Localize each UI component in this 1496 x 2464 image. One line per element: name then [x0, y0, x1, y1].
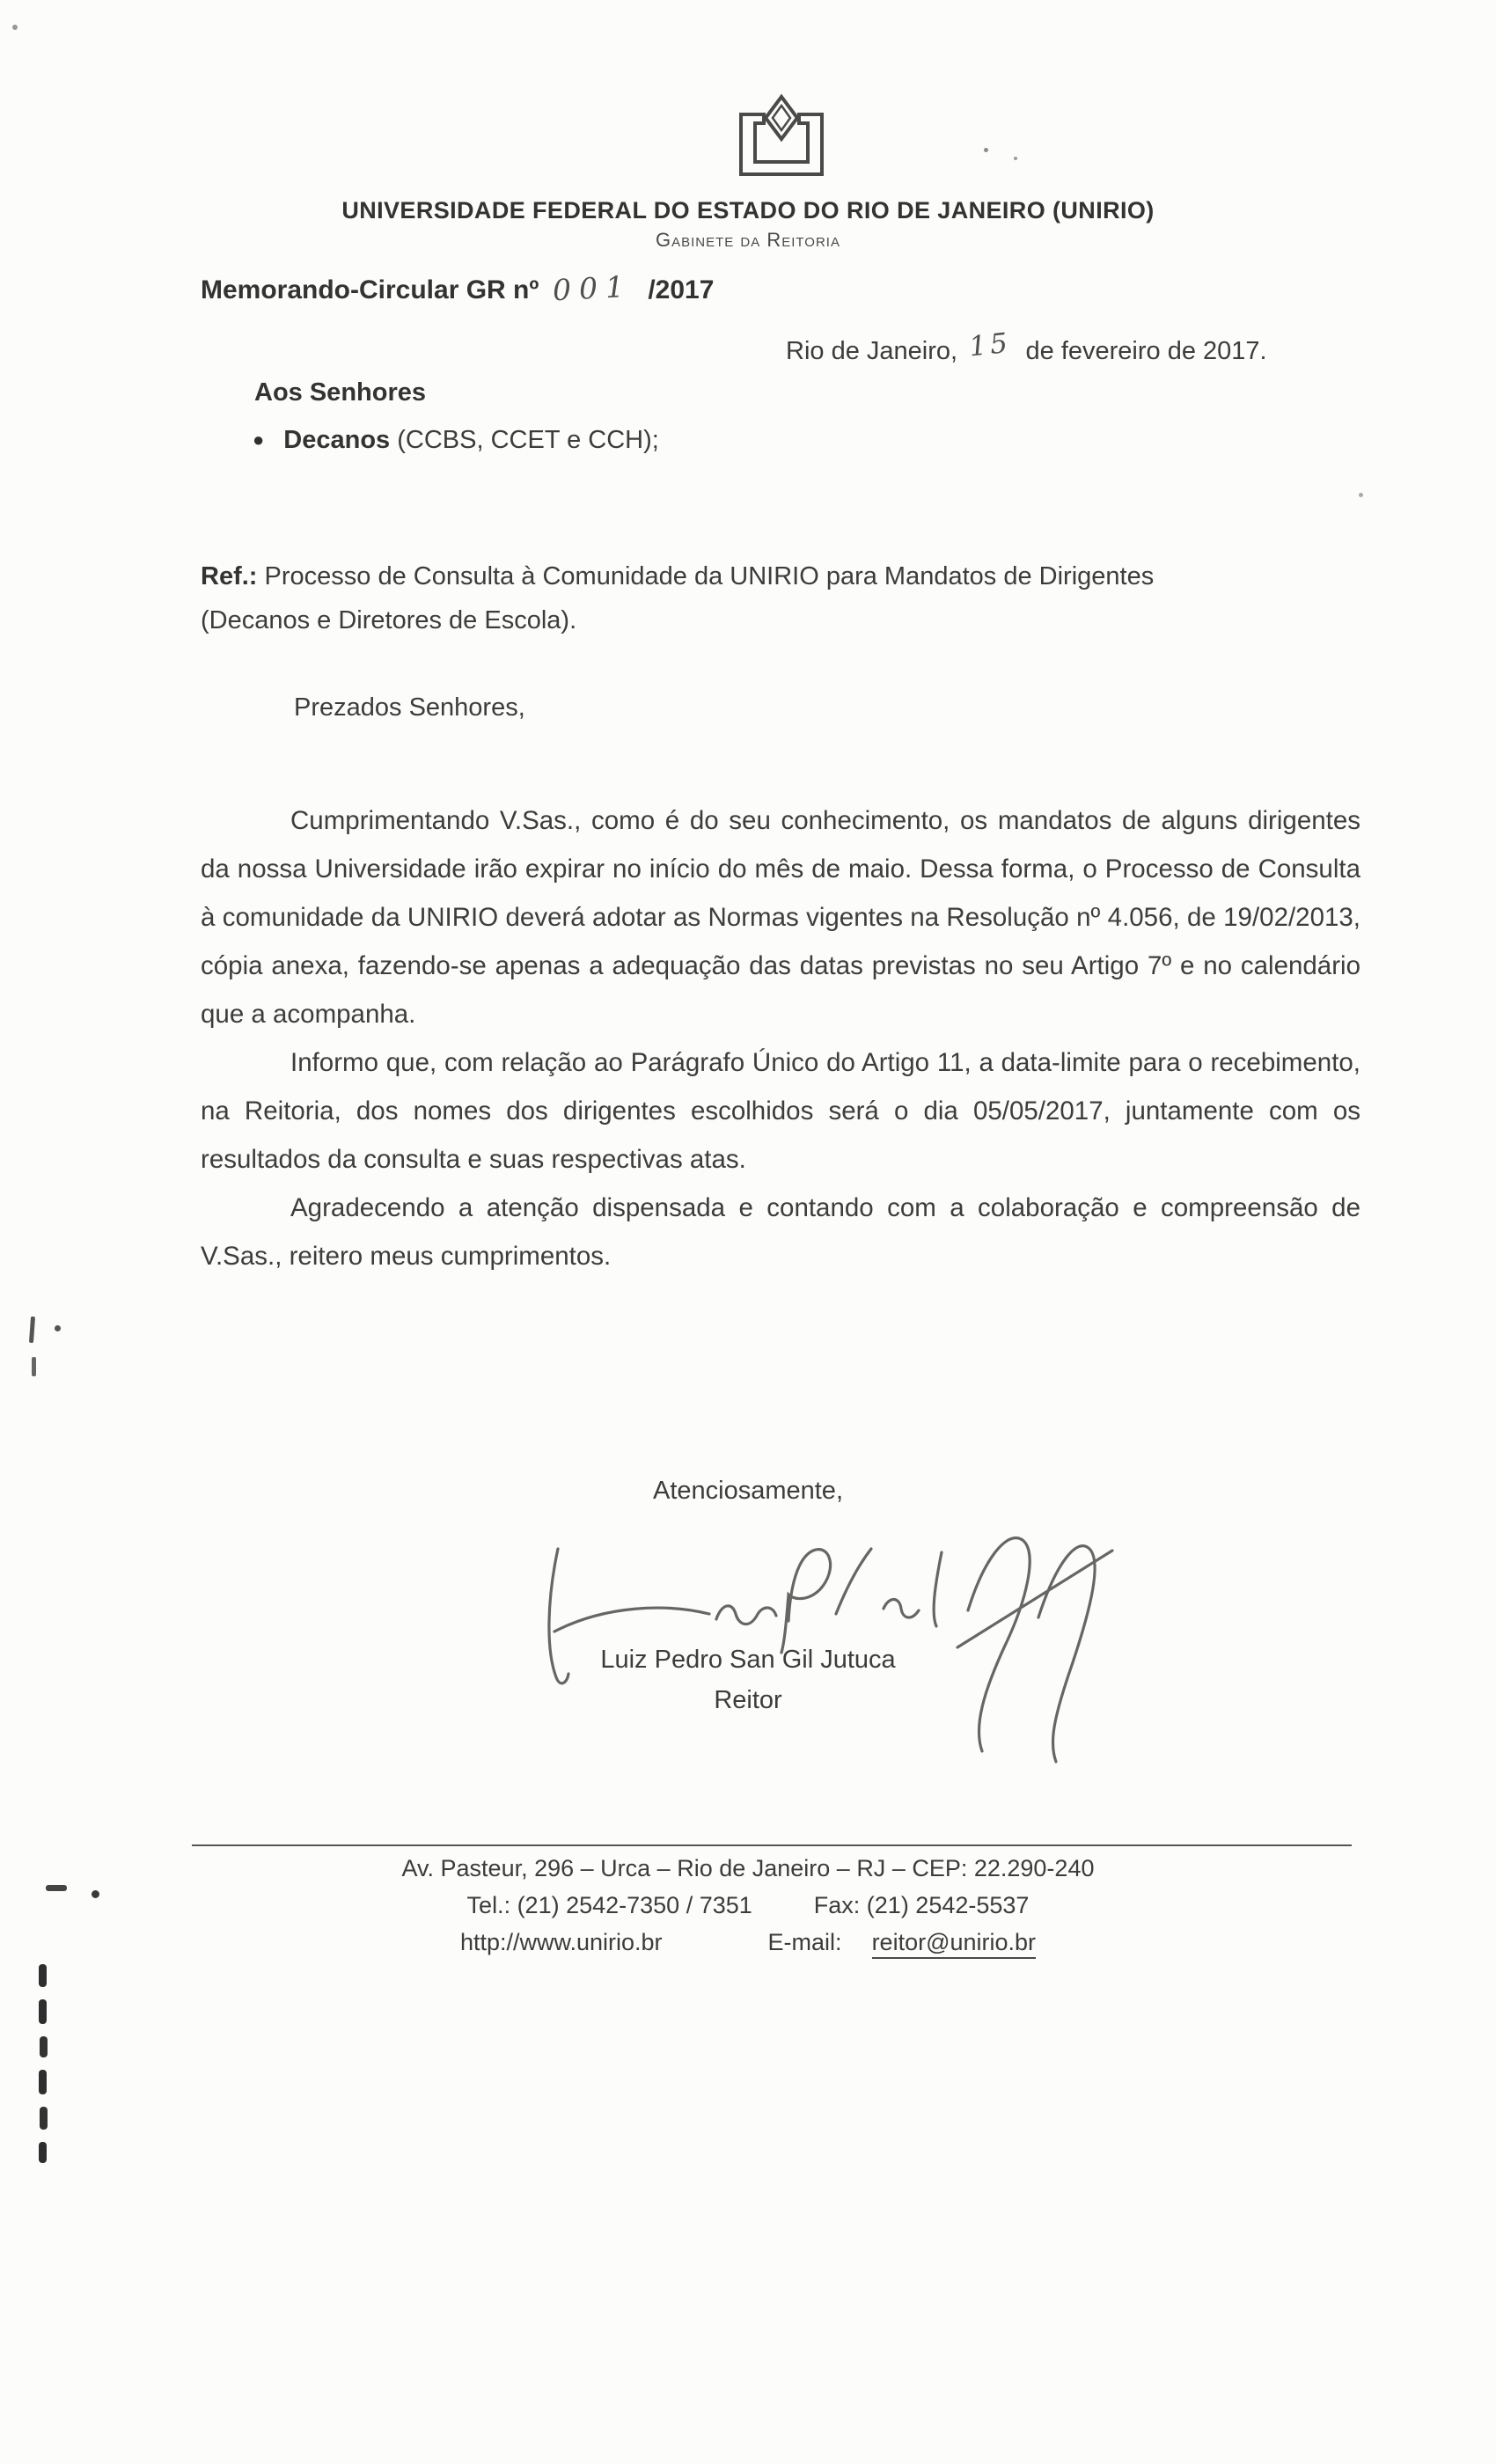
footer-webmail	[0, 1929, 1496, 1959]
recipient-item	[253, 426, 659, 455]
footer-fax: Fax: (21) 2542-5537	[813, 1892, 1030, 1918]
footer-email-label: E-mail:	[767, 1929, 842, 1955]
body-paragraph: Cumprimentando V.Sas., como é do seu conhecimento, os mandatos de alguns dirigentes da nossa Universidade irão expirar no início do mês de maio. Dessa forma, o Processo de Consulta à comunidade da UNIRIO deverá adotar as Normas vigentes na Resolução nº 4.056, de 19/02/2013, cópia anexa, fazendo-se apenas a adequação das datas previstas no seu Artigo 7º e no calendário que a acompanha.	[201, 806, 1360, 1029]
scan-artifact	[1359, 493, 1363, 497]
memo-number-handwritten: 001	[552, 268, 634, 308]
recipient-name: Decanos	[283, 426, 391, 454]
recipients-salutation: Aos Senhores	[254, 378, 426, 407]
closing: Atenciosamente,	[652, 1477, 843, 1505]
scan-artifact	[39, 1999, 47, 2024]
bullet-icon: ●	[253, 429, 265, 451]
footer-divider	[192, 1844, 1352, 1846]
scan-artifact	[40, 2036, 48, 2057]
greeting: Prezados Senhores,	[294, 693, 525, 722]
unirio-logo	[729, 77, 834, 194]
signatory-title: Reitor	[714, 1686, 782, 1714]
scan-artifact	[39, 1964, 47, 1987]
signature-scribble	[528, 1507, 1126, 1771]
body-paragraph: Informo que, com relação ao Parágrafo Único do Artigo 11, a data-limite para o recebimento, na Reitoria, dos nomes dos dirigentes escolhidos será o dia 05/05/2017, juntamente com os resultados da consulta e suas respectivas atas.	[201, 1048, 1360, 1174]
footer-telfax	[0, 1892, 1496, 1919]
date-line	[786, 326, 1267, 366]
scan-artifact	[40, 2107, 48, 2130]
letter-body	[201, 796, 1360, 1280]
footer-website: http://www.unirio.br	[459, 1929, 663, 1955]
scan-artifact	[55, 1325, 61, 1331]
university-name: UNIVERSIDADE FEDERAL DO ESTADO DO RIO DE JANEIRO (UNIRIO)	[341, 197, 1155, 224]
scan-artifact	[1014, 157, 1017, 160]
reference-label: Ref.:	[201, 562, 258, 590]
scan-artifact	[984, 148, 988, 152]
memo-label: Memorando-Circular GR nº	[201, 275, 539, 304]
footer-phone: Tel.: (21) 2542-7350 / 7351	[466, 1892, 752, 1918]
memo-year: /2017	[648, 275, 715, 304]
date-prefix: Rio de Janeiro,	[786, 337, 958, 365]
reference-text: Processo de Consulta à Comunidade da UNIRIO para Mandatos de Dirigentes (Decanos e Diretores de Escola).	[201, 562, 1155, 634]
footer-address: Av. Pasteur, 296 – Urca – Rio de Janeiro – RJ – CEP: 22.290-240	[401, 1855, 1095, 1881]
scan-artifact	[39, 2070, 47, 2094]
scan-artifact	[39, 2142, 47, 2163]
scan-artifact	[12, 25, 18, 30]
office-name: Gabinete da Reitoria	[656, 229, 840, 251]
date-day-handwritten: 15	[967, 326, 1013, 363]
scan-artifact	[92, 1890, 99, 1898]
scan-artifact	[29, 1316, 35, 1343]
body-paragraph: Agradecendo a atenção dispensada e contando com a colaboração e compreensão de V.Sas., reitero meus cumprimentos.	[201, 1193, 1360, 1271]
recipient-detail: (CCBS, CCET e CCH);	[390, 426, 659, 454]
memo-line	[201, 268, 715, 308]
date-suffix: de fevereiro de 2017.	[1025, 337, 1267, 365]
scan-artifact	[46, 1885, 67, 1891]
footer-email: reitor@unirio.br	[872, 1929, 1036, 1959]
signatory-name: Luiz Pedro San Gil Jutuca	[600, 1646, 896, 1674]
reference-line	[201, 554, 1248, 642]
scan-artifact	[32, 1357, 36, 1376]
